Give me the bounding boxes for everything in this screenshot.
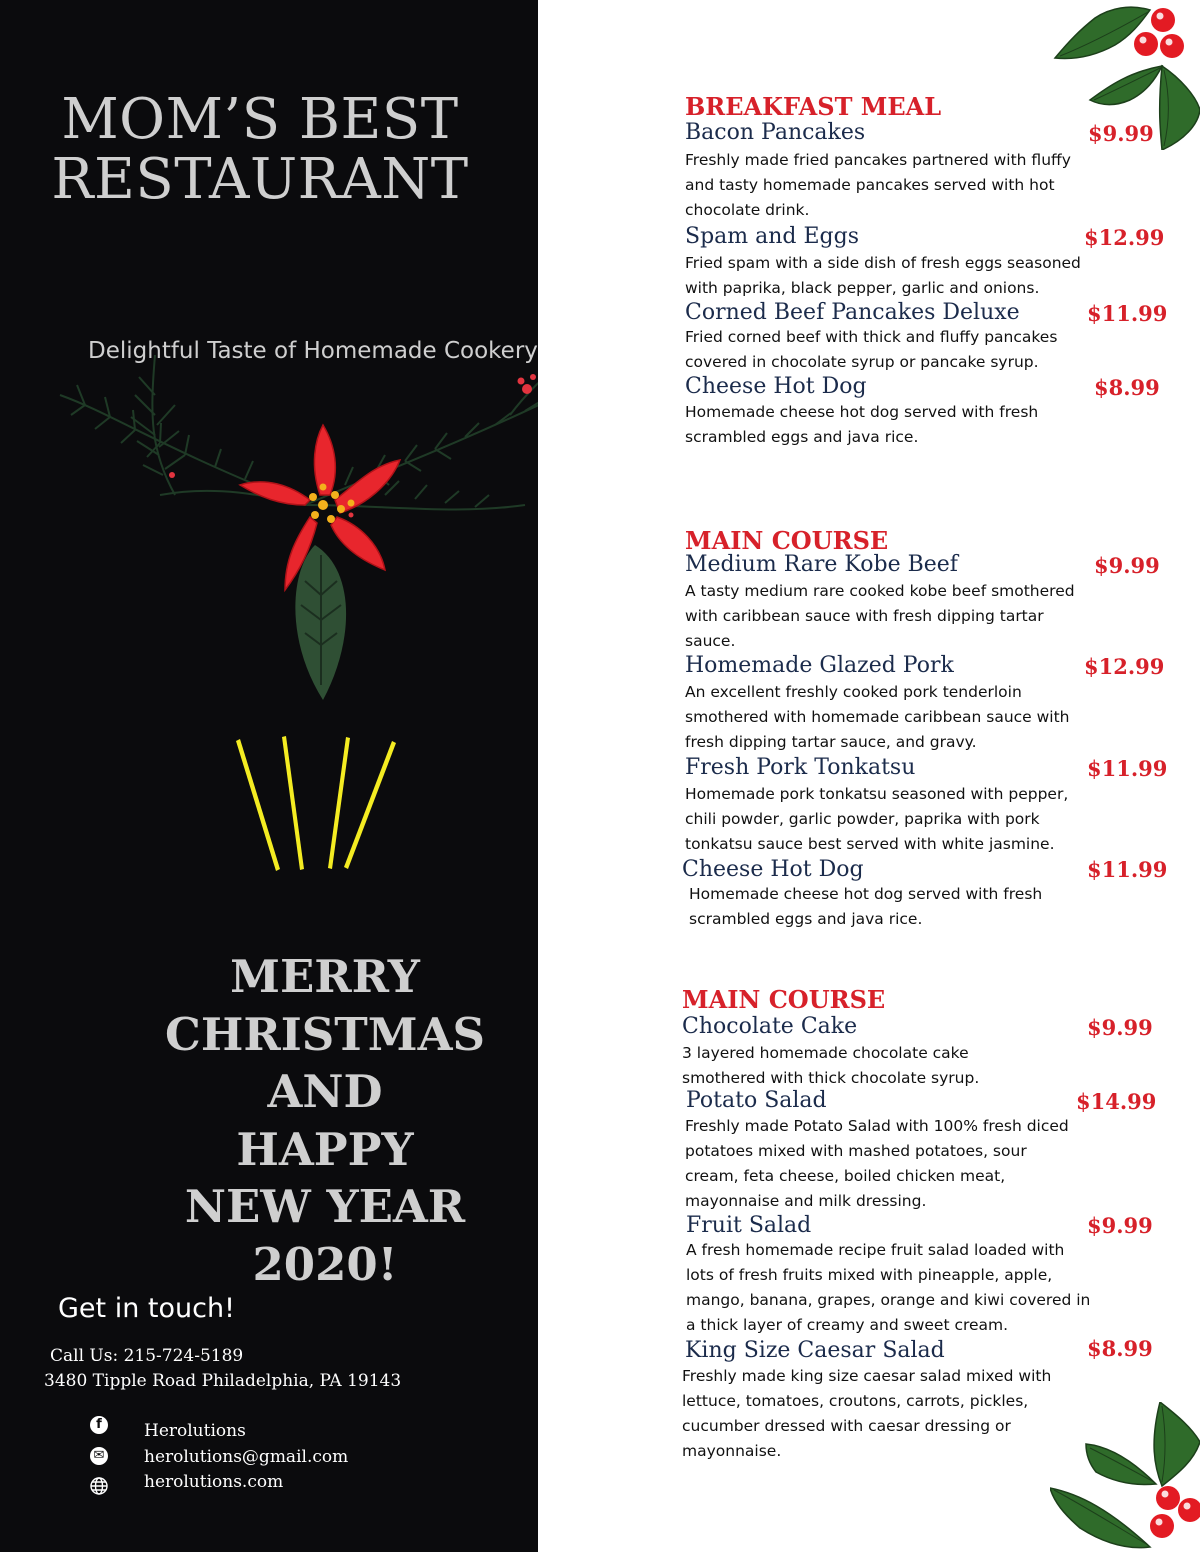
greeting-line: 2020! bbox=[252, 1237, 398, 1291]
menu-item-description: Homemade pork tonkatsu seasoned with pepper, chili powder, garlic powder, paprika with pork tonkatsu sauce best served with white jasmine. bbox=[685, 785, 1069, 853]
contact-phone[interactable]: Call Us: 215-724-5189 bbox=[50, 1346, 244, 1366]
menu-item-price: $12.99 bbox=[1084, 654, 1165, 679]
contact-email[interactable]: herolutions@gmail.com bbox=[144, 1447, 349, 1467]
contact-address: 3480 Tipple Road Philadelphia, PA 19143 bbox=[44, 1371, 402, 1391]
restaurant-name-line2: RESTAURANT bbox=[51, 147, 469, 212]
menu-item-price: $8.99 bbox=[1094, 375, 1160, 400]
menu-item-price: $11.99 bbox=[1087, 756, 1168, 781]
menu-item-price: $9.99 bbox=[1094, 553, 1160, 578]
sparkle-strokes-decoration bbox=[228, 735, 403, 875]
greeting-line: MERRY bbox=[230, 950, 420, 1003]
menu-item-description: A tasty medium rare cooked kobe beef smothered with caribbean sauce with fresh dipping tartar sauce. bbox=[685, 582, 1075, 650]
greeting-line: CHRISTMAS bbox=[165, 1007, 485, 1061]
menu-item-description: Freshly made king size caesar salad mixed with lettuce, tomatoes, croutons, carrots, pickles, cucumber dressed with caesar dressing or mayonnaise. bbox=[682, 1367, 1052, 1460]
menu-item-price: $9.99 bbox=[1087, 1213, 1153, 1238]
menu-item-name: Spam and Eggs bbox=[685, 224, 860, 249]
contact-heading: Get in touch! bbox=[58, 1293, 235, 1324]
menu-item-name: Bacon Pancakes bbox=[685, 120, 866, 145]
restaurant-name-line1: MOM’S BEST bbox=[61, 87, 459, 152]
tagline: Delightful Taste of Homemade Cookery bbox=[88, 338, 538, 364]
menu-item-name: King Size Caesar Salad bbox=[685, 1338, 945, 1363]
menu-item-price: $12.99 bbox=[1084, 225, 1165, 250]
menu-item-price: $11.99 bbox=[1087, 301, 1168, 326]
menu-item-name: Medium Rare Kobe Beef bbox=[685, 552, 958, 577]
menu-item-name: Fresh Pork Tonkatsu bbox=[685, 755, 916, 780]
section-title-desserts: MAIN COURSE bbox=[682, 985, 886, 1014]
menu-item-description: Fried corned beef with thick and fluffy pancakes covered in chocolate syrup or pancake syrup. bbox=[685, 328, 1058, 371]
holly-bottom-decoration bbox=[1050, 1402, 1200, 1552]
left-panel bbox=[0, 0, 538, 1552]
menu-item-price: $9.99 bbox=[1087, 1015, 1153, 1040]
menu-item-name: Fruit Salad bbox=[686, 1213, 812, 1238]
menu-item-name: Cheese Hot Dog bbox=[682, 857, 864, 882]
greeting-line: AND bbox=[267, 1065, 383, 1118]
restaurant-name bbox=[30, 87, 490, 212]
globe-icon[interactable] bbox=[89, 1476, 109, 1496]
menu-item-price: $9.99 bbox=[1088, 121, 1154, 146]
greeting-line: HAPPY bbox=[236, 1122, 414, 1176]
menu-item-description: 3 layered homemade chocolate cake smothered with thick chocolate syrup. bbox=[682, 1044, 980, 1087]
poinsettia-illustration bbox=[55, 355, 538, 715]
contact-facebook[interactable]: Herolutions bbox=[144, 1421, 246, 1441]
section-title-main-course: MAIN COURSE bbox=[685, 526, 889, 555]
menu-item-price: $8.99 bbox=[1087, 1336, 1153, 1361]
greeting-line: NEW YEAR bbox=[184, 1180, 466, 1233]
facebook-icon[interactable]: f bbox=[90, 1416, 108, 1434]
holiday-greeting bbox=[135, 948, 515, 1293]
email-icon[interactable]: ✉ bbox=[90, 1447, 108, 1465]
menu-item-price: $14.99 bbox=[1076, 1089, 1157, 1114]
menu-item-description: An excellent freshly cooked pork tenderloin smothered with homemade caribbean sauce with fresh dipping tartar sauce, and gravy. bbox=[685, 683, 1070, 751]
menu-item-name: Chocolate Cake bbox=[682, 1014, 858, 1039]
menu-item-description: Homemade cheese hot dog served with fresh scrambled eggs and java rice. bbox=[689, 885, 1043, 928]
contact-website[interactable]: herolutions.com bbox=[144, 1472, 284, 1492]
menu-item-description: Homemade cheese hot dog served with fresh scrambled eggs and java rice. bbox=[685, 403, 1039, 446]
menu-item-name: Homemade Glazed Pork bbox=[685, 653, 954, 678]
menu-item-name: Corned Beef Pancakes Deluxe bbox=[685, 300, 1020, 325]
menu-item-name: Potato Salad bbox=[686, 1088, 827, 1113]
menu-item-description: Freshly made Potato Salad with 100% fresh diced potatoes mixed with mashed potatoes, sour cream, feta cheese, boiled chicken meat, mayonnaise and milk dressing. bbox=[685, 1117, 1069, 1210]
menu-item-description: Fried spam with a side dish of fresh eggs seasoned with paprika, black pepper, garlic and onions. bbox=[685, 254, 1081, 297]
menu-item-price: $11.99 bbox=[1087, 857, 1168, 882]
section-title-breakfast: BREAKFAST MEAL bbox=[685, 92, 942, 121]
menu-item-name: Cheese Hot Dog bbox=[685, 374, 867, 399]
menu-item-description: Freshly made fried pancakes partnered with fluffy and tasty homemade pancakes served with hot chocolate drink. bbox=[685, 151, 1071, 219]
menu-item-description: A fresh homemade recipe fruit salad loaded with lots of fresh fruits mixed with pineapple, apple, mango, banana, grapes, orange and kiwi covered in a thick layer of creamy and sweet cream. bbox=[686, 1241, 1091, 1334]
